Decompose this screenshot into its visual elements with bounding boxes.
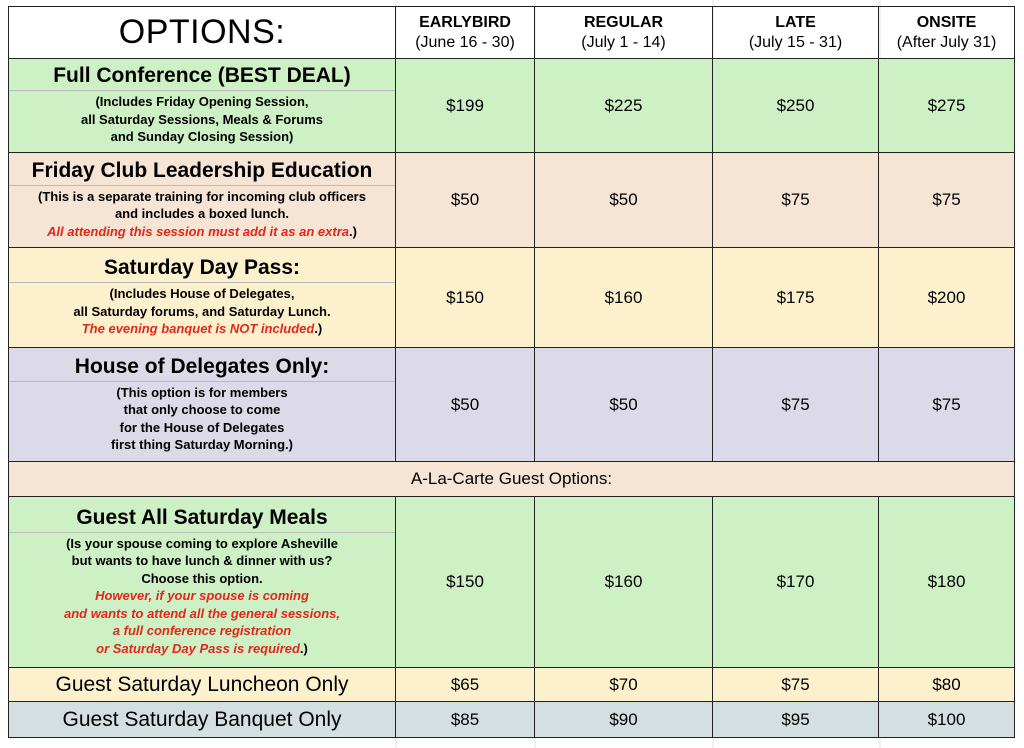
- price-onsite: $275: [879, 59, 1015, 153]
- desc-suffix: .): [349, 223, 357, 239]
- option-description: [9, 382, 395, 458]
- desc-line: all Saturday Sessions, Meals & Forums: [80, 111, 324, 127]
- col-dates: (June 16 - 30): [415, 33, 515, 51]
- option-title: Saturday Day Pass:: [9, 253, 395, 283]
- col-header-earlybird: [396, 7, 535, 59]
- price-earlybird: $150: [396, 497, 535, 668]
- option-row-friday-leadership: [9, 153, 1015, 248]
- price-regular: $225: [535, 59, 713, 153]
- desc-line: [15, 320, 389, 338]
- price-late: $170: [713, 497, 879, 668]
- price-onsite: $180: [879, 497, 1015, 668]
- price-regular: $50: [535, 348, 713, 462]
- desc-suffix: .): [299, 640, 308, 656]
- option-row-saturday-day-pass: [9, 248, 1015, 348]
- price-regular: $50: [535, 153, 713, 248]
- option-cell: [9, 248, 396, 348]
- price-earlybird: $199: [396, 59, 535, 153]
- option-title: House of Delegates Only:: [9, 352, 395, 382]
- option-description: [9, 283, 395, 342]
- col-dates: (July 15 - 31): [748, 33, 843, 51]
- desc-line: (Includes Friday Opening Session,: [95, 94, 309, 110]
- option-description: [9, 91, 395, 150]
- option-cell: [9, 153, 396, 248]
- col-header-late: [713, 7, 879, 59]
- desc-line: for the House of Delegates: [119, 419, 285, 435]
- option-description: [9, 533, 395, 662]
- price-regular: $160: [535, 497, 713, 668]
- desc-warning: The evening banquet is NOT included: [81, 321, 315, 337]
- price-onsite: $75: [879, 348, 1015, 462]
- desc-line: (This option is for members: [116, 384, 288, 400]
- price-regular: $90: [535, 702, 713, 738]
- desc-suffix: .): [314, 321, 323, 337]
- price-earlybird: $150: [396, 248, 535, 348]
- price-onsite: $75: [879, 153, 1015, 248]
- option-cell: [9, 348, 396, 462]
- options-title: OPTIONS:: [9, 7, 396, 59]
- desc-line: [15, 640, 389, 658]
- pricing-table: [8, 6, 1015, 738]
- desc-warning-line: However, if your spouse is coming: [95, 588, 309, 604]
- option-row-house-of-delegates: [9, 348, 1015, 462]
- desc-line: that only choose to come: [123, 402, 281, 417]
- option-title: Full Conference (BEST DEAL): [9, 61, 395, 91]
- col-header-regular: [535, 7, 713, 59]
- price-earlybird: $85: [396, 702, 535, 738]
- desc-line: (Is your spouse coming to explore Asheville: [66, 535, 338, 551]
- option-description: [9, 186, 395, 245]
- option-title: Guest All Saturday Meals: [9, 503, 395, 533]
- desc-line: all Saturday forums, and Saturday Lunch.: [73, 303, 331, 319]
- option-row-guest-luncheon: [9, 668, 1015, 702]
- desc-line: but wants to have lunch & dinner with us?: [71, 553, 333, 569]
- col-name: EARLYBIRD: [419, 13, 511, 31]
- desc-line: first thing Saturday Morning.): [111, 437, 293, 452]
- price-late: $75: [713, 348, 879, 462]
- price-late: $250: [713, 59, 879, 153]
- desc-line: Choose this option.: [141, 570, 263, 586]
- desc-line: (This is a separate training for incoming club officers: [38, 188, 366, 204]
- price-late: $75: [713, 668, 879, 702]
- option-title: Guest Saturday Banquet Only: [9, 702, 396, 738]
- desc-warning: All attending this session must add it as an extra: [47, 223, 349, 239]
- col-dates: (After July 31): [896, 33, 997, 51]
- col-dates: (July 1 - 14): [581, 33, 666, 51]
- desc-warning-line: and wants to attend all the general sessions,: [64, 605, 340, 621]
- desc-warning-line: a full conference registration: [112, 623, 292, 639]
- desc-warning: or Saturday Day Pass is required: [96, 640, 300, 656]
- price-onsite: $80: [879, 668, 1015, 702]
- price-earlybird: $50: [396, 348, 535, 462]
- option-cell: [9, 59, 396, 153]
- option-title: Friday Club Leadership Education: [9, 156, 395, 186]
- desc-line: (Includes House of Delegates,: [109, 286, 295, 302]
- desc-line: and Sunday Closing Session): [110, 129, 294, 145]
- price-late: $75: [713, 153, 879, 248]
- option-cell: [9, 497, 396, 668]
- option-row-guest-banquet: [9, 702, 1015, 738]
- price-earlybird: $65: [396, 668, 535, 702]
- price-regular: $160: [535, 248, 713, 348]
- price-earlybird: $50: [396, 153, 535, 248]
- option-title: Guest Saturday Luncheon Only: [9, 668, 396, 702]
- price-onsite: $200: [879, 248, 1015, 348]
- option-row-full-conference: [9, 59, 1015, 153]
- header-row: [9, 7, 1015, 59]
- option-row-guest-meals: [9, 497, 1015, 668]
- col-name: ONSITE: [916, 13, 977, 31]
- price-regular: $70: [535, 668, 713, 702]
- desc-line: and includes a boxed lunch.: [114, 206, 290, 222]
- guest-banner-row: [9, 462, 1015, 497]
- col-name: LATE: [775, 13, 816, 31]
- price-late: $95: [713, 702, 879, 738]
- price-onsite: $100: [879, 702, 1015, 738]
- guest-section-banner: A-La-Carte Guest Options:: [9, 462, 1015, 497]
- price-late: $175: [713, 248, 879, 348]
- col-header-onsite: [879, 7, 1015, 59]
- desc-line: [15, 223, 389, 241]
- col-name: REGULAR: [583, 13, 664, 31]
